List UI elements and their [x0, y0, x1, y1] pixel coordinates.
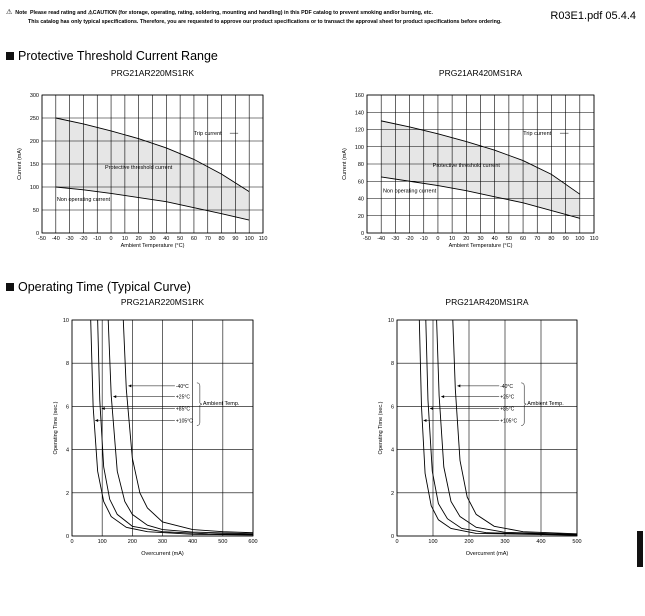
x-tick-label: 0 — [109, 236, 113, 242]
legend-entry: +105°C — [175, 418, 193, 425]
chart-title: PRG21AR220MS1RK — [110, 68, 195, 78]
legend-entry: -40°C — [500, 383, 514, 390]
x-tick-label: 60 — [190, 236, 197, 242]
document-reference: R03E1.pdf 05.4.4 — [550, 10, 636, 22]
x-tick-label: -10 — [93, 236, 102, 242]
note-label: Note — [15, 10, 28, 16]
arrow-head-icon — [423, 419, 426, 422]
x-tick-label: 0 — [395, 539, 399, 545]
annotation-protective: Protective threshold current — [105, 165, 173, 172]
x-tick-label: -50 — [363, 236, 371, 242]
annotation-non-operating: Non operating current — [382, 188, 437, 195]
y-tick-label: 40 — [357, 196, 364, 203]
x-tick-label: 30 — [149, 236, 156, 242]
annotation-protective: Protective threshold current — [432, 163, 500, 170]
x-axis-label: Overcurrent (mA) — [141, 551, 184, 557]
x-tick-label: 50 — [177, 236, 184, 242]
y-tick-label: 8 — [65, 361, 69, 368]
x-tick-label: 100 — [575, 236, 585, 242]
legend-title: Ambient Temp. — [202, 401, 240, 408]
y-tick-label: 150 — [29, 162, 39, 168]
x-tick-label: 500 — [218, 539, 228, 545]
x-tick-label: 80 — [548, 236, 555, 242]
x-axis-label: Ambient Temperature (°C) — [448, 243, 513, 249]
y-tick-label: 6 — [65, 404, 69, 411]
y-tick-label: 10 — [387, 318, 394, 324]
plot-frame — [397, 320, 577, 536]
x-tick-label: 70 — [204, 236, 211, 242]
chart-title: PRG21AR220MS1RK — [120, 297, 205, 307]
x-tick-label: 300 — [157, 539, 168, 545]
y-tick-label: 2 — [65, 490, 69, 497]
x-tick-label: 20 — [135, 236, 142, 242]
x-tick-label: 200 — [127, 539, 137, 545]
warning-icon: ⚠ — [6, 9, 13, 16]
y-tick-label: 20 — [357, 213, 364, 220]
section-operating-title: Operating Time (Typical Curve) — [18, 280, 191, 294]
x-tick-label: -30 — [391, 236, 400, 242]
x-tick-label: -30 — [65, 236, 74, 242]
arrow-head-icon — [441, 395, 444, 398]
y-tick-label: 0 — [65, 534, 69, 540]
arrow-head-icon — [430, 407, 433, 410]
grid — [397, 320, 577, 536]
y-tick-label: 4 — [65, 447, 69, 454]
y-tick-label: 0 — [35, 231, 39, 237]
x-tick-label: 100 — [97, 539, 107, 545]
y-tick-label: 80 — [357, 162, 364, 168]
y-tick-label: 300 — [29, 93, 39, 99]
section-threshold-title: Protective Threshold Current Range — [18, 49, 218, 63]
x-tick-label: 110 — [589, 236, 599, 242]
y-tick-label: 8 — [390, 361, 394, 368]
y-tick-label: 140 — [354, 110, 364, 117]
legend-entry: +25°C — [500, 394, 515, 401]
note-line-1: Please read rating and ⚠CAUTION (for storage, operating, rating, soldering, mounting and handling) in this PDF catalog to prevent smoking and/or burning, etc. — [30, 10, 433, 16]
x-tick-label: 400 — [536, 539, 546, 545]
y-tick-label: 50 — [32, 208, 39, 214]
y-tick-label: 250 — [29, 116, 39, 122]
x-axis-label: Overcurrent (mA) — [465, 551, 509, 557]
y-tick-label: 4 — [390, 447, 394, 454]
x-tick-label: 110 — [258, 236, 268, 242]
x-tick-label: 400 — [188, 539, 198, 545]
y-axis-label: Operating Time (sec.) — [53, 401, 59, 455]
x-tick-label: 0 — [70, 539, 74, 545]
annotation-non-operating: Non operating current — [56, 196, 111, 203]
legend-entry: +85°C — [500, 406, 515, 413]
x-tick-label: 60 — [520, 236, 527, 242]
x-tick-label: 600 — [248, 539, 258, 545]
x-tick-label: 10 — [121, 236, 128, 242]
x-tick-label: 90 — [232, 236, 239, 242]
y-tick-label: 2 — [390, 490, 394, 497]
x-tick-label: -20 — [405, 236, 414, 242]
chart-title: PRG21AR420MS1RA — [438, 68, 523, 78]
x-tick-label: -40 — [51, 236, 60, 242]
x-tick-label: 200 — [464, 539, 474, 545]
x-tick-label: 500 — [572, 539, 582, 545]
x-tick-label: 50 — [505, 236, 512, 242]
y-tick-label: 10 — [62, 318, 69, 324]
y-tick-label: 6 — [390, 404, 394, 411]
series-line — [419, 320, 577, 535]
x-tick-label: 100 — [428, 539, 438, 545]
y-tick-label: 0 — [390, 534, 394, 540]
x-tick-label: 300 — [500, 539, 510, 545]
x-tick-label: 20 — [463, 236, 470, 242]
y-tick-label: 100 — [354, 144, 364, 151]
y-axis-label: Current (mA) — [342, 148, 348, 180]
x-tick-label: 80 — [218, 236, 225, 242]
x-tick-label: 0 — [436, 236, 440, 242]
annotation-trip: Trip current — [193, 131, 222, 138]
x-tick-label: 70 — [534, 236, 541, 242]
x-tick-label: 90 — [562, 236, 569, 242]
y-tick-label: 200 — [29, 139, 39, 145]
x-tick-label: 10 — [449, 236, 456, 242]
x-tick-label: 40 — [163, 236, 170, 242]
legend-entry: +85°C — [175, 406, 190, 413]
x-tick-label: -50 — [38, 236, 46, 242]
y-tick-label: 120 — [354, 127, 364, 134]
series-line — [453, 320, 577, 534]
legend-entry: -40°C — [175, 383, 189, 390]
annotation-trip: Trip current — [523, 131, 552, 138]
legend-entry: +105°C — [500, 418, 518, 425]
y-tick-label: 0 — [360, 231, 364, 237]
x-tick-label: -10 — [419, 236, 428, 242]
y-tick-label: 100 — [29, 185, 39, 191]
note-line-2: This catalog has only typical specifications. Therefore, you are requested to approve our product specifications or to transact the approval sheet for product specifications before ordering. — [28, 19, 502, 25]
y-axis-label: Operating Time (sec.) — [378, 401, 384, 455]
y-tick-label: 60 — [357, 179, 364, 186]
x-tick-label: 40 — [491, 236, 498, 242]
page-edge-marker — [637, 531, 643, 567]
y-axis-label: Current (mA) — [17, 148, 23, 180]
series-line — [426, 320, 577, 535]
y-tick-label: 160 — [354, 93, 364, 99]
x-tick-label: -20 — [79, 236, 88, 242]
x-tick-label: 30 — [477, 236, 484, 242]
legend-title: Ambient Temp. — [527, 401, 564, 408]
arrow-head-icon — [457, 384, 460, 387]
x-tick-label: -40 — [377, 236, 386, 242]
x-axis-label: Ambient Temperature (°C) — [120, 243, 185, 249]
x-tick-label: 100 — [244, 236, 254, 242]
legend-entry: +25°C — [175, 394, 190, 401]
chart-title: PRG21AR420MS1RA — [445, 297, 529, 307]
legend-bracket — [521, 383, 526, 426]
